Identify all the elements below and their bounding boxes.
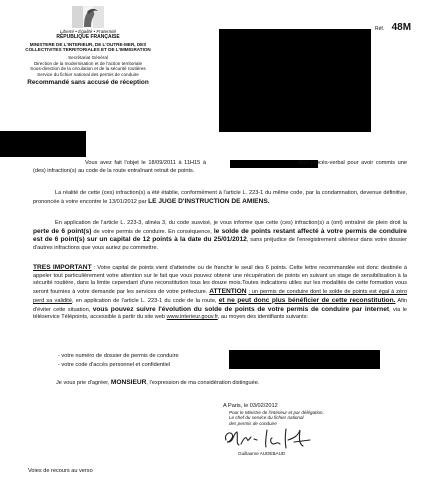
republic-motto: Liberté • Égalité • Fraternité <box>59 29 117 34</box>
ministry-title: MINISTERE DE L'INTERIEUR, DE L'OUTRE-MER, DES COLLECTIVITES TERRITORIALES ET DE L'IMMIGRATION <box>25 42 151 53</box>
paragraph-points: En application de l'article L. 223-3, alinéa 3, du code susvisé, je vous informe que cette (ces) infraction(s) a (ont) entraîné de plein droit la perte de 6 point(s) de votre permis de conduire. En conséquence, le solde de points restant affecté à votre permis de conduire est de 6 point(s) sur un capital de 12 points à la date du 25/01/2012, sans préjudice de l'enregistrement ultérieur dans votre dossier d'autres infractions que vous auriez pu commettre. <box>33 220 407 252</box>
closing-formula: Je vous prie d'agréer, MONSIEUR, l'expression de ma considération distinguée. <box>56 379 260 386</box>
delegation-text: Pour le Ministre de l'intérieur et par délégation, Le chef du service du fichier national des permis de conduire <box>229 410 324 426</box>
signature-block <box>223 403 343 426</box>
paragraph-conviction: La réalité de cette (ces) infraction(s) a été établie, conformément à l'article L. 223-1 du même code, par la condamnation, devenue définitive, prononcée à votre encontre le 13/01/2012 par LE JUGE D'INSTRUCTION DE AMIENS. <box>33 190 407 205</box>
appeal-notice: Voies de recours au verso <box>28 468 93 474</box>
reference: Réf. 48M <box>375 22 412 33</box>
redacted-block <box>0 131 86 157</box>
marianne-logo <box>72 6 104 28</box>
registered-mail-label: Recommandé sans accusé de réception <box>27 79 149 86</box>
republic-name: RÉPUBLIQUE FRANÇAISE <box>56 34 120 40</box>
place-date: A Paris, le 03/02/2012 <box>223 403 278 409</box>
paragraph-important: TRES IMPORTANT : Votre capital de points vient d'atteindre ou de franchir le seuil des 6 points. Cette lettre recommandée est donc destinée à appeler tout particulièrement votre attention sur le fait que vous pouvez obtenir une récupération de points en suivant un stage de sensibilisation à la sécurité routière, dans la limite cependant d'une reconstitution tous les douze mois.Toutes indications utiles sur les modalités de cette formation vous seront fournies à votre demande par les services de votre préfecture. ATTENTION : un permis de conduire dont le solde de points est égal à zéro perd sa validité, en application de l'article L. 223-1 du code de la route, et ne peut donc plus bénéficier de cette reconstitution. Afin d'éviter cette situation, vous pouvez suivre l'évolution du solde de points de votre permis de conduire par internet, via le téléservice Télépoints, accessible à partir du site web www.interieur.gouv.fr, au moyen des identifiants suivants: <box>33 264 408 321</box>
identifier-dossier: - votre numéro de dossier de permis de conduire <box>58 353 179 359</box>
interieur-website-link[interactable]: www.interieur.gouv.fr <box>166 314 218 321</box>
redacted-identifiers <box>229 350 380 369</box>
handwritten-signature <box>222 426 332 450</box>
direction-block: Direction de la modernisation et de l'action territoriale Sous-direction de la circulation et de la sécurité routières Service du fichier national des permis de conduire <box>30 61 146 77</box>
signatory-name: Guillaume AUDEBAUD <box>238 451 286 456</box>
redacted-address <box>219 29 371 132</box>
identifier-access-code: - votre code d'accès personnel et confidentiel <box>58 362 171 368</box>
secretariat: Secrétariat Général <box>68 55 108 60</box>
paragraph-offense: Vous avez fait l'objet le 18/09/2011 à 11H15 à d'un procès-verbal pour avoir commis une (des) infraction(s) au code de la route entraînant retrait de points. <box>33 160 407 174</box>
